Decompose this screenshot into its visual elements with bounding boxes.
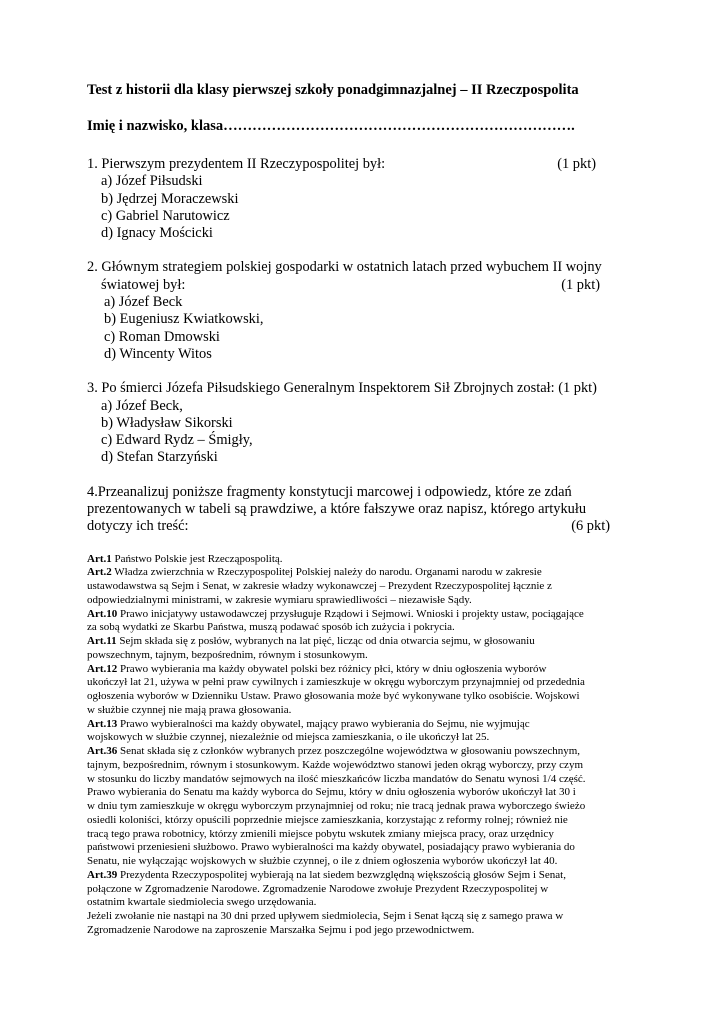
article-text: Sejm składa się z posłów, wybranych na lat pięć, licząc od dnia otwarcia sejmu, w głosowaniu xyxy=(116,635,535,648)
question-1-text: 1. Pierwszym prezydentem II Rzeczypospolitej był: xyxy=(87,156,386,172)
article-text: powszechnym, tajnym, bezpośrednim, równym i stosunkowym. xyxy=(87,648,368,661)
article-text: odpowiedzialnymi ministrami, w zakresie wymiaru sprawiedliwości – niezawisłe Sądy. xyxy=(87,593,472,606)
article-text: Prawo wybierania do Senatu ma każdy wyborca do Sejmu, który w dniu ogłoszenia wyborów ukończył lat 30 i xyxy=(87,786,576,799)
article-13 xyxy=(87,718,607,746)
question-1-option-d: d) Ignacy Mościcki xyxy=(101,225,213,242)
question-2 xyxy=(87,259,602,363)
article-11 xyxy=(87,635,607,663)
article-text: tracą tego prawa robotnicy, którzy zmienili miejsce pobytu wskutek zmiany miejsca pracy, oraz urzędnicy xyxy=(87,827,554,840)
article-text: Prawo inicjatywy ustawodawczej przysługuje Rządowi i Sejmowi. Wnioski i projekty ustaw, pociągające xyxy=(117,607,584,620)
article-label: Art.2 xyxy=(87,566,112,579)
article-text: Prawo wybieralności ma każdy obywatel, mający prawo wybierania do Sejmu, nie wyjmując xyxy=(117,717,530,730)
article-text: Jeżeli zwołanie nie nastąpi na 30 dni przed upływem siedmiolecia, Sejm i Senat łączą się z samego prawa w xyxy=(87,910,564,923)
article-label: Art.10 xyxy=(87,607,118,620)
document-page xyxy=(87,80,610,938)
constitution-articles xyxy=(87,553,607,938)
question-1-header xyxy=(87,156,602,173)
article-text: ustawodawstwa są Sejm i Senat, w zakresie władzy wykonawczej – Prezydent Rzeczypospolitej łącznie z xyxy=(87,580,552,593)
article-text: Władza zwierzchnia w Rzeczypospolitej Polskiej należy do narodu. Organami narodu w zakresie xyxy=(111,566,542,579)
question-1-option-b: b) Jędrzej Moraczewski xyxy=(101,190,239,207)
question-3-option-c: c) Edward Rydz – Śmigły, xyxy=(101,432,253,449)
question-3-option-b: b) Władysław Sikorski xyxy=(101,414,233,431)
question-1-points: (1 pkt) xyxy=(557,156,596,172)
question-4 xyxy=(87,483,610,536)
question-4-text-line-1: 4.Przeanalizuj poniższe fragmenty konstytucji marcowej i odpowiedz, które ze zdań xyxy=(87,483,572,500)
article-12 xyxy=(87,663,607,718)
question-1-option-c: c) Gabriel Narutowicz xyxy=(101,207,230,224)
test-title: Test z historii dla klasy pierwszej szkoły ponadgimnazjalnej – II Rzeczpospolita xyxy=(87,82,579,98)
article-label: Art.11 xyxy=(87,635,117,648)
article-text: tajnym, bezpośrednim, równym i stosunkowym. Każde województwo stanowi jeden okrąg wyborczy, przy czym xyxy=(87,758,583,771)
question-1 xyxy=(87,156,602,242)
article-text: w stosunku do liczby mandatów sejmowych na ilość mieszkańców liczba mandatów do Senatu wynosi 1/4 część. xyxy=(87,772,586,785)
article-1 xyxy=(87,553,607,567)
question-2-text-line-2-wrap xyxy=(87,277,602,294)
article-text: ukończył lat 21, używa w pełni praw cywilnych i zamieszkuje w okręgu wyborczym przynajmniej od przedednia xyxy=(87,676,585,689)
article-text: ogłoszenia wyborów w Dzienniku Ustaw. Prawo głosowania może być wykonywane tylko osobiście. Wojskowi xyxy=(87,690,580,703)
article-text: Państwo Polskie jest Rzecząpospolitą. xyxy=(111,552,283,565)
article-label: Art.39 xyxy=(87,868,118,881)
question-3-text: 3. Po śmierci Józefa Piłsudskiego Generalnym Inspektorem Sił Zbrojnych został: (1 pkt) xyxy=(87,380,597,397)
question-2-options xyxy=(87,294,602,363)
article-text: połączone w Zgromadzenie Narodowe. Zgromadzenie Narodowe zwołuje Prezydent Rzeczypospolitej w xyxy=(87,882,549,895)
question-2-text-line-1: 2. Głównym strategiem polskiej gospodarki w ostatnich latach przed wybuchem II wojny xyxy=(87,259,602,276)
article-label: Art.36 xyxy=(87,745,118,758)
question-1-option-a: a) Józef Piłsudski xyxy=(101,173,203,190)
question-4-points: (6 pkt) xyxy=(571,518,610,535)
article-text: państwowi przeniesieni służbowo. Prawo wybieralności ma każdy obywatel, posiadający prawo wybierania do xyxy=(87,841,575,854)
article-10 xyxy=(87,608,607,636)
article-text: w służbie czynnej nie mają prawa głosowania. xyxy=(87,703,292,716)
article-text: Prawo wybierania ma każdy obywatel polski bez różnicy płci, który w dniu ogłoszenia wyborów xyxy=(117,662,547,675)
question-3-options xyxy=(87,398,602,467)
article-text: wojskowych w służbie czynnej, niezależnie od miejsca zamieszkania, o ile ukończył lat 25. xyxy=(87,731,490,744)
article-label: Art.12 xyxy=(87,662,118,675)
article-text: Senat składa się z członków wybranych przez poszczególne województwa w głosowaniu powszechnym, xyxy=(117,745,581,758)
question-2-option-b: b) Eugeniusz Kwiatkowski, xyxy=(104,311,264,328)
question-3-option-d: d) Stefan Starzyński xyxy=(101,449,218,466)
article-label: Art.1 xyxy=(87,552,112,565)
question-2-option-a: a) Józef Beck xyxy=(104,294,183,311)
question-4-text-line-3-wrap xyxy=(87,518,610,535)
article-text: w dniu tym zamieszkuje w okręgu wyborczym przynajmniej od roku; nie tracą jednak prawa wyborczego świeżo xyxy=(87,800,586,813)
question-4-text-line-2: prezentowanych w tabeli są prawdziwe, a które fałszywe oraz napisz, którego artykułu xyxy=(87,501,587,518)
article-text: Zgromadzenie Narodowe na zaproszenie Marszałka Sejmu i pod jego przewodnictwem. xyxy=(87,923,475,936)
article-text: ostatnim kwartale siedmiolecia swego urzędowania. xyxy=(87,896,317,909)
question-2-option-d: d) Wincenty Witos xyxy=(104,345,212,362)
article-39 xyxy=(87,869,607,938)
question-3-option-a: a) Józef Beck, xyxy=(101,397,183,414)
question-4-text-line-3: dotyczy ich treść: xyxy=(87,518,189,535)
question-3 xyxy=(87,380,602,466)
article-text: za sobą wydatki ze Skarbu Państwa, muszą podawać sposób ich zużycia i pokrycia. xyxy=(87,621,455,634)
article-text: Prezydenta Rzeczypospolitej wybierają na lat siedem bezwzględną większością głosów Sejm i Senat, xyxy=(117,868,566,881)
article-text: osiedli koloniści, którzy opuścili poprzednie miejsce zamieszkania, korzystając z reformy rolnej; również nie xyxy=(87,813,568,826)
question-2-points: (1 pkt) xyxy=(561,276,600,293)
name-class-line: Imię i nazwisko, klasa………………………………………………………………. xyxy=(87,118,575,134)
question-2-option-c: c) Roman Dmowski xyxy=(104,328,220,345)
question-1-options xyxy=(87,173,602,242)
article-2 xyxy=(87,566,607,607)
article-label: Art.13 xyxy=(87,717,118,730)
question-2-text-line-2: światowej był: xyxy=(101,276,186,293)
article-text: Senatu, nie wyłączając wojskowych w służbie czynnej, o ile z dniem ogłoszenia wyborów ukończył lat 40. xyxy=(87,855,558,868)
article-36 xyxy=(87,745,607,869)
